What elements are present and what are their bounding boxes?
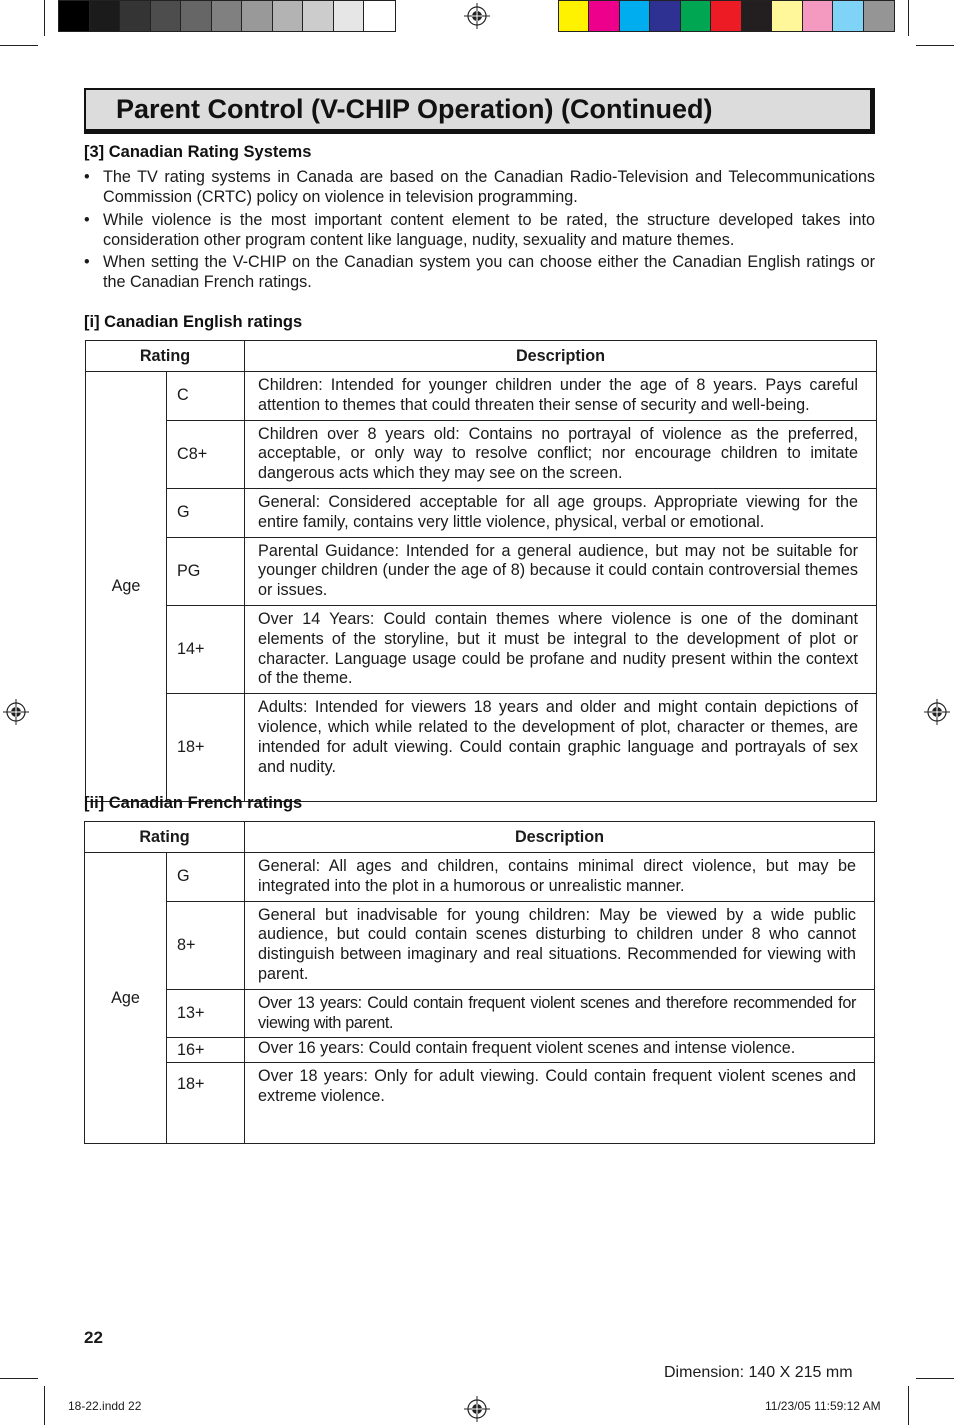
file-timestamp: 11/23/05 11:59:12 AM [765, 1399, 881, 1413]
color-swatch [120, 1, 151, 31]
color-swatch [650, 1, 680, 31]
bullet-item [84, 252, 875, 292]
color-swatch [803, 1, 833, 31]
rating-description: Children: Intended for younger children under the age of 8 years. Pays careful attention to themes that could threaten their sense of security and well-being. [245, 372, 877, 421]
rating-description: Over 13 years: Could contain frequent violent scenes and therefore recommended for viewing with parent. [245, 989, 875, 1038]
rating-code: C [167, 372, 245, 421]
rating-description: Over 16 years: Could contain frequent violent scenes and intense violence. [245, 1038, 875, 1063]
color-swatch [242, 1, 273, 31]
section-heading: [3] Canadian Rating Systems [84, 143, 312, 161]
description-column-header: Description [245, 822, 875, 853]
bullet-item [84, 167, 875, 207]
registration-mark-icon [464, 3, 490, 29]
crop-mark [916, 45, 954, 46]
rating-code: G [167, 853, 245, 902]
rating-code: 13+ [167, 989, 245, 1038]
bullet-dot: • [84, 168, 90, 186]
age-group-cell: Age [86, 372, 167, 802]
french-ratings-table [84, 821, 875, 1144]
rating-code: C8+ [167, 420, 245, 488]
color-swatch [334, 1, 365, 31]
crop-mark [0, 1378, 38, 1379]
color-swatch [273, 1, 304, 31]
rating-code: 16+ [167, 1038, 245, 1063]
crop-mark [44, 0, 45, 36]
french-ratings-heading: [ii] Canadian French ratings [84, 794, 303, 812]
file-slug: 18-22.indd 22 [68, 1399, 142, 1413]
bullet-dot: • [84, 253, 90, 271]
rating-code: 18+ [167, 1063, 245, 1144]
grayscale-color-bar [58, 0, 396, 32]
age-group-cell: Age [85, 853, 167, 1144]
color-swatch [681, 1, 711, 31]
bullet-dot: • [84, 211, 90, 229]
page-title: Parent Control (V-CHIP Operation) (Continued) [116, 94, 713, 124]
process-color-bar [558, 0, 895, 32]
color-swatch [864, 1, 894, 31]
dimension-note: Dimension: 140 X 215 mm [664, 1364, 853, 1381]
crop-mark [44, 1386, 45, 1425]
color-swatch [589, 1, 619, 31]
registration-mark-icon [924, 699, 950, 725]
rating-description: Over 18 years: Only for adult viewing. Could contain frequent violent scenes and extreme violence. [245, 1063, 875, 1144]
english-ratings-heading: [i] Canadian English ratings [84, 313, 303, 331]
color-swatch [303, 1, 334, 31]
bullet-item [84, 210, 875, 250]
crop-mark [916, 1378, 954, 1379]
color-swatch [59, 1, 90, 31]
title-box [84, 88, 875, 134]
rating-column-header: Rating [85, 822, 245, 853]
rating-description: Parental Guidance: Intended for a general audience, but may not be suitable for younger children (under the age of 8) because it could contain controversial themes or issues. [245, 537, 877, 605]
rating-description: General: Considered acceptable for all age groups. Appropriate viewing for the entire family, contains very little violence, physical, verbal or emotional. [245, 488, 877, 537]
rating-code: 18+ [167, 694, 245, 802]
rating-code: PG [167, 537, 245, 605]
rating-code: 8+ [167, 901, 245, 989]
color-swatch [212, 1, 243, 31]
registration-mark-icon [3, 699, 29, 725]
color-swatch [772, 1, 802, 31]
color-swatch [711, 1, 741, 31]
rating-description: General but inadvisable for young children: May be viewed by a wide public audience, but could contain scenes disturbing to children under 8 who cannot distinguish between imaginary and real situations. Recommended for viewing with parent. [245, 901, 875, 989]
english-ratings-table [85, 340, 877, 802]
rating-column-header: Rating [86, 341, 245, 372]
color-swatch [364, 1, 395, 31]
crop-mark [0, 45, 38, 46]
rating-description: Adults: Intended for viewers 18 years and older and might contain depictions of violence, which while related to the development of plot, character or themes, are intended for adult viewing. Could contain graphic language and portrayals of sex and nudity. [245, 694, 877, 802]
color-swatch [90, 1, 121, 31]
color-swatch [559, 1, 589, 31]
crop-mark [908, 1386, 909, 1425]
color-swatch [181, 1, 212, 31]
bullet-text: When setting the V-CHIP on the Canadian system you can choose either the Canadian English ratings or the Canadian French ratings. [103, 253, 875, 291]
color-swatch [833, 1, 863, 31]
color-swatch [151, 1, 182, 31]
description-column-header: Description [245, 341, 877, 372]
rating-description: Over 14 Years: Could contain themes where violence is one of the dominant elements of the storyline, but it must be integral to the development of plot or character. Language usage could be profane and nudity present within the context of the theme. [245, 605, 877, 693]
rating-description: Children over 8 years old: Contains no portrayal of violence as the preferred, acceptable, or only way to resolve conflict; nor encourage children to imitate dangerous acts which they may see on the screen. [245, 420, 877, 488]
bullet-text: While violence is the most important content element to be rated, the structure developed takes into consideration other program content like language, nudity, sexuality and mature themes. [103, 211, 875, 249]
crop-mark [908, 0, 909, 36]
page-number: 22 [84, 1328, 103, 1347]
rating-description: General: All ages and children, contains minimal direct violence, but may be integrated into the plot in a humorous or unrealistic manner. [245, 853, 875, 902]
rating-code: G [167, 488, 245, 537]
color-swatch [742, 1, 772, 31]
registration-mark-icon [464, 1396, 490, 1422]
rating-code: 14+ [167, 605, 245, 693]
bullet-text: The TV rating systems in Canada are based on the Canadian Radio-Television and Telecommunications Commission (CRTC) policy on violence in television programming. [103, 168, 875, 206]
color-swatch [620, 1, 650, 31]
